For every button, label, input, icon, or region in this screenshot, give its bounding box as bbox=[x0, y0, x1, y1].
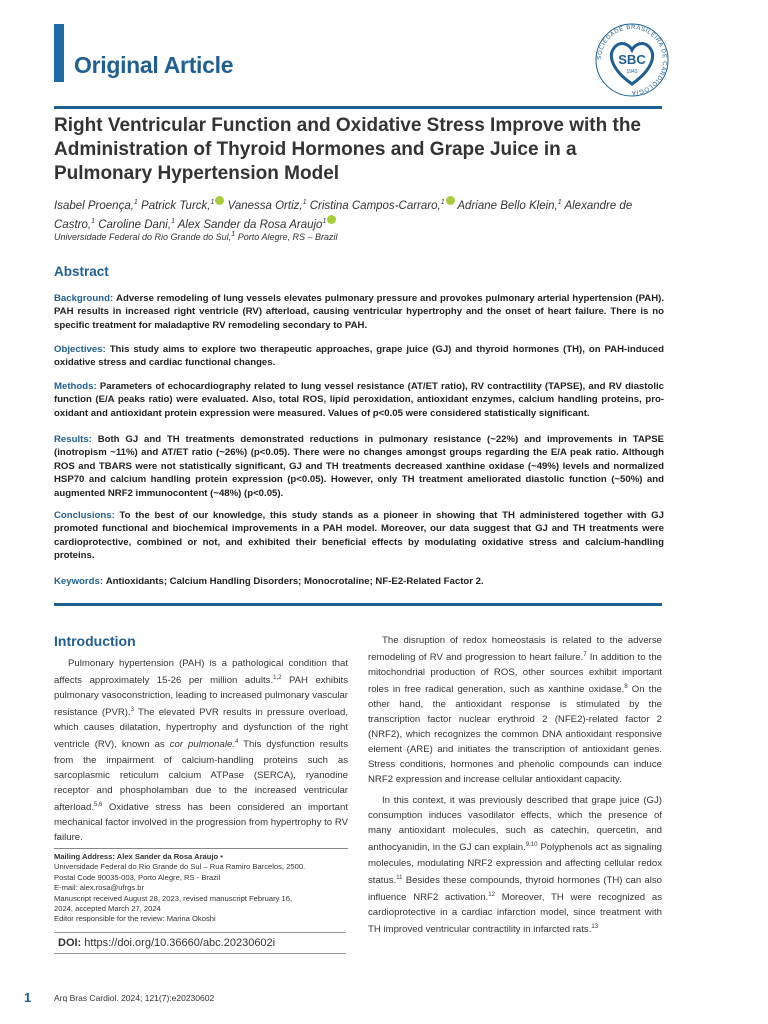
logo-ring-text: SOCIEDADE BRASILEIRA DE CARDIOLOGIA bbox=[596, 24, 668, 96]
affiliation: Universidade Federal do Rio Grande do Sul,$^1$ Porto Alegre, RS – Brazil bbox=[54, 229, 338, 242]
header-rule bbox=[54, 106, 662, 109]
correspondence-block: Mailing Address: Alex Sander da Rosa Araujo • Universidade Federal do Rio Grande do Sul – Rua Ramiro Barcelos, 2500. Postal Code 90035-003, Porto Alegre, RS - Brazil E-mail: alex.rosa@ufrgs.br Manuscript received August 28, 2023, revised manuscript February 16, 2024, accepted March 27, 2024 Editor responsible for the review: Marina Okoshi bbox=[54, 852, 348, 925]
section-label: Original Article bbox=[74, 52, 234, 78]
doi-link[interactable]: https://doi.org/10.36660/abc.20230602i bbox=[84, 937, 276, 949]
sbc-logo-icon bbox=[592, 20, 672, 100]
abstract-objectives: Objectives: This study aims to explore two therapeutic approaches, grape juice (GJ) and thyroid hormones (TH), on PAH-induced oxidative stress and cardiac functional changes. bbox=[54, 344, 665, 369]
body-column-left bbox=[54, 656, 348, 851]
abstract-rule bbox=[54, 603, 662, 606]
logo-year: 1943 bbox=[626, 69, 638, 75]
abstract-heading: Abstract bbox=[54, 264, 109, 279]
author-name: Alex Sander da Rosa Araujo bbox=[177, 219, 323, 232]
doi-label: DOI: bbox=[58, 937, 82, 949]
abstract-background: Background: Adverse remodeling of lung vessels elevates pulmonary pressure and provokes pulmonary arterial hypertension (PAH). PAH results in increased right ventricle (RV) afterload, causing ventricular hypertrophy and the onset of heart failure. There is no specific treatment for maladaptive RV remodeling secondary to PAH. bbox=[54, 293, 664, 331]
paragraph: The disruption of redox homeostasis is related to the adverse remodeling of RV and progression to heart failure.$^7$ In addition to the mitochondrial production of ROS, other sources exhibit important roles in free radical generation, such as xanthine oxidase.$^8$ On the other hand, the antioxidant response is stimulated by the transcription factor nuclear erythroid 2 (NFE2)-related factor 2 (NRF2), which recognizes the common DNA antioxidant responsive element (ARE) and initiates the transcription of antioxidant genes. Stress conditions, hormones and phenolic compounds can induce NRF2 expression and increase cellular antioxidant capacity. bbox=[368, 635, 663, 786]
author-name: Cristina Campos-Carraro, bbox=[309, 199, 441, 212]
abstract-keywords: Keywords: Antioxidants; Calcium Handling Disorders; Monocrotaline; NF-E2-Related Factor 2. bbox=[54, 576, 484, 587]
introduction-heading: Introduction bbox=[54, 633, 136, 649]
author-list: Isabel Proença,$^1$ Patrick Turck,$^1$ Vanessa Ortiz,$^1$ Cristina Campos-Carraro,$^1$ Adriane Bello Klein,$^1$ Alexandre de Castro,$^1$ Caroline Dani,$^1$ Alex Sander da Rosa Araujo$^1$ bbox=[54, 195, 664, 234]
logo-text: SBC bbox=[618, 52, 646, 67]
correspondence-rule bbox=[54, 848, 348, 849]
author-name: Caroline Dani, bbox=[98, 219, 172, 232]
header-accent-bar bbox=[54, 24, 64, 82]
orcid-icon[interactable] bbox=[446, 196, 455, 205]
abstract-results: Results: Both GJ and TH treatments demonstrated reductions in pulmonary resistance (~22%) and improvements in TAPSE (inotropism ~11%) and AT/ET ratio (~26%) (p<0.05). There were no changes amongst groups regarding the E/A peak ratio. Although ROS and TBARS were not statistically significant, GJ and TH treatments decreased xanthine oxidase (~49%) levels and normalized HSP70 and calcium handling protein expression (p<0.05). However, only TH treatment ameliorated diastolic function (~50%) and augmented NRF2 immunocontent (~48%) (p<0.05). bbox=[54, 434, 664, 499]
page-number: 1 bbox=[24, 990, 32, 1005]
doi-box bbox=[54, 932, 346, 954]
abstract-conclusions: Conclusions: To the best of our knowledge, this study stands as a pioneer in showing that TH administered together with GJ promoted functional and biochemical improvements in a PAH model. Moreover, our data suggest that GJ and TH treatments were cardioprotective, combined or not, and exhibited their beneficial effects by modulating oxidative stress and calcium-handling proteins. bbox=[54, 510, 664, 562]
author-name: Adriane Bello Klein, bbox=[457, 199, 558, 212]
author-name: Patrick Turck, bbox=[141, 199, 211, 212]
correspondence-email[interactable]: E-mail: alex.rosa@ufrgs.br bbox=[54, 883, 145, 893]
orcid-icon[interactable] bbox=[327, 215, 336, 224]
orcid-icon[interactable] bbox=[215, 196, 224, 205]
author-name: Isabel Proença, bbox=[54, 199, 134, 212]
journal-citation: Arq Bras Cardiol. 2024; 121(7):e20230602 bbox=[54, 993, 215, 1003]
body-column-right bbox=[368, 633, 662, 943]
author-name: Vanessa Ortiz, bbox=[227, 199, 303, 212]
abstract-methods: Methods: Parameters of echocardiography related to lung vessel resistance (AT/ET ratio), RV contractility (TAPSE), and RV diastolic function (E/A peaks ratio) were evaluated. Also, total ROS, lipid peroxidation, antioxidant enzymes, calcium handling proteins, pro-oxidant and antioxidant protein expression were measured. Values of p<0.05 were considered statistically significant. bbox=[54, 381, 664, 419]
correspondence-label: Mailing Address: Alex Sander da Rosa Araujo • bbox=[54, 852, 223, 861]
article-title: Right Ventricular Function and Oxidative Stress Improve with the Administration of Thyroid Hormones and Grape Juice in a Pulmonary Hypertension Model bbox=[54, 115, 641, 184]
paragraph: In this context, it was previously described that grape juice (GJ) consumption induces vasodilator effects, which the presence of many antioxidant molecules, such as catechin, quercetin, and anthocyanidin, in the GJ can explain.$^{9,10}$ Polyphenols act as signaling molecules, modulating NRF2 expression and affecting cellular redox status.$^{11}$ Besides these compounds, thyroid hormones (TH) can also influence NRF2 activation.$^{12}$ Moreover, TH were recognized as cardioprotective in a cardiac infarction model, since treatment with TH improved ventricular contractility in infarcted rats.$^{13}$ bbox=[368, 795, 662, 936]
paragraph: Pulmonary hypertension (PAH) is a pathological condition that affects approximately 15-26 per million adults.$^{1,2}$ PAH exhibits pulmonary vasoconstriction, leading to increased pulmonary vascular resistance (PVR).$^3$ The elevated PVR results in pressure overload, which causes dilatation, hypertrophy and dysfunction of the right ventricle (RV), known as cor pulmonale.$^4$ This dysfunction results from the impairment of calcium-handling proteins such as sarcoplasmic reticulum calcium ATPase (SERCA), ryanodine receptor and phospholamban due to the increased ventricular afterload.$^{5,6}$ Oxidative stress has been considered an important mechanical factor involved in the progression from hypertrophy to RV failure. bbox=[54, 658, 349, 843]
author-name: Alexandre de Castro, bbox=[54, 199, 633, 232]
